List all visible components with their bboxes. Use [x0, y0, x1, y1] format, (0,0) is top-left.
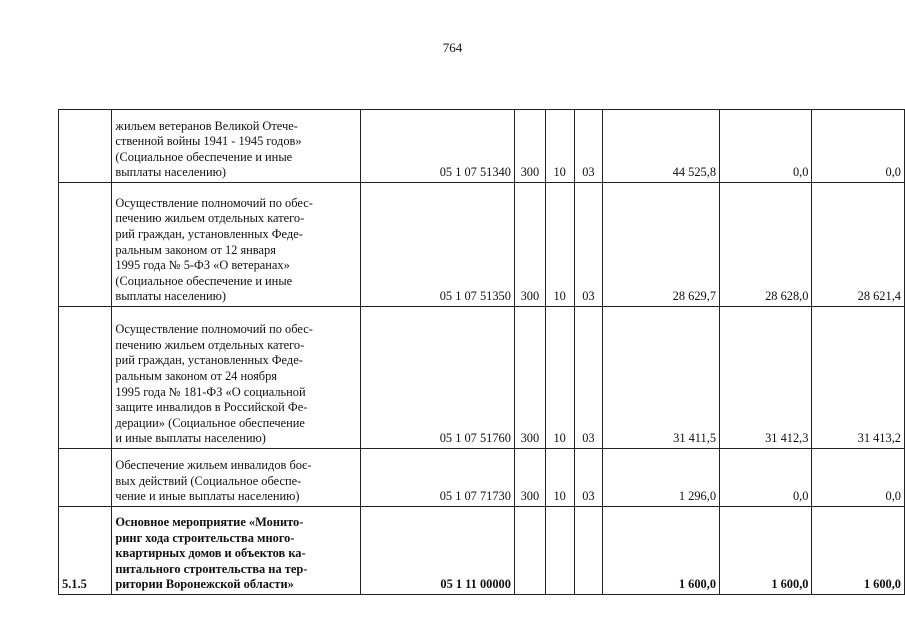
amount-year-2: 0,0: [720, 110, 812, 183]
amount-year-2: 1 600,0: [720, 507, 812, 595]
amount-year-3: 0,0: [812, 449, 905, 507]
expense-type-code: [514, 507, 545, 595]
program-code: 05 1 07 51760: [361, 307, 515, 449]
row-number: [59, 110, 112, 183]
expense-type-code: 300: [514, 449, 545, 507]
row-number: [59, 307, 112, 449]
amount-year-3: 0,0: [812, 110, 905, 183]
page-number: 764: [442, 40, 463, 55]
row-number: 5.1.5: [59, 507, 112, 595]
amount-year-2: 28 628,0: [720, 183, 812, 307]
program-code: 05 1 11 00000: [361, 507, 515, 595]
amount-year-2: 0,0: [720, 449, 812, 507]
row-description: Основное мероприятие «Монито- ринг хода строительства много- квартирных домов и объектов ка- питального строительства на тер- ритории Воронежской области»: [112, 507, 361, 595]
amount-year-1: 1 600,0: [603, 507, 720, 595]
amount-year-3: 28 621,4: [812, 183, 905, 307]
row-description: жильем ветеранов Великой Отече- ственной войны 1941 - 1945 годов» (Социальное обеспечение и иные выплаты населению): [112, 110, 361, 183]
subsection-code: 03: [574, 110, 603, 183]
table-row: [59, 183, 905, 307]
expense-type-code: 300: [514, 307, 545, 449]
row-description: Осуществление полномочий по обес- печению жильем отдельных катего- рий граждан, установленных Феде- ральным законом от 12 января 1995 года № 5-ФЗ «О ветеранах» (Социальное обеспечение и иные выплаты населению): [112, 183, 361, 307]
table-row: [59, 507, 905, 595]
program-code: 05 1 07 51340: [361, 110, 515, 183]
row-description: Обеспечение жильем инвалидов боє- вых действий (Социальное обеспе- чение и иные выплаты населению): [112, 449, 361, 507]
row-number: [59, 183, 112, 307]
table-row: [59, 449, 905, 507]
section-code: 10: [545, 449, 574, 507]
row-number: [59, 449, 112, 507]
section-code: 10: [545, 183, 574, 307]
amount-year-3: 1 600,0: [812, 507, 905, 595]
budget-table: [58, 109, 905, 595]
section-code: 10: [545, 307, 574, 449]
subsection-code: 03: [574, 449, 603, 507]
program-code: 05 1 07 51350: [361, 183, 515, 307]
program-code: 05 1 07 71730: [361, 449, 515, 507]
table-row: [59, 307, 905, 449]
amount-year-1: 44 525,8: [603, 110, 720, 183]
subsection-code: 03: [574, 183, 603, 307]
amount-year-3: 31 413,2: [812, 307, 905, 449]
amount-year-1: 28 629,7: [603, 183, 720, 307]
subsection-code: [574, 507, 603, 595]
amount-year-2: 31 412,3: [720, 307, 812, 449]
subsection-code: 03: [574, 307, 603, 449]
section-code: [545, 507, 574, 595]
section-code: 10: [545, 110, 574, 183]
amount-year-1: 31 411,5: [603, 307, 720, 449]
expense-type-code: 300: [514, 183, 545, 307]
expense-type-code: 300: [514, 110, 545, 183]
table-row: [59, 110, 905, 183]
amount-year-1: 1 296,0: [603, 449, 720, 507]
row-description: Осуществление полномочий по обес- печению жильем отдельных катего- рий граждан, установленных Феде- ральным законом от 24 ноября 1995 года № 181-ФЗ «О социальной защите инвалидов в Российской Фе- дерации» (Социальное обеспечение и иные выплаты населению): [112, 307, 361, 449]
